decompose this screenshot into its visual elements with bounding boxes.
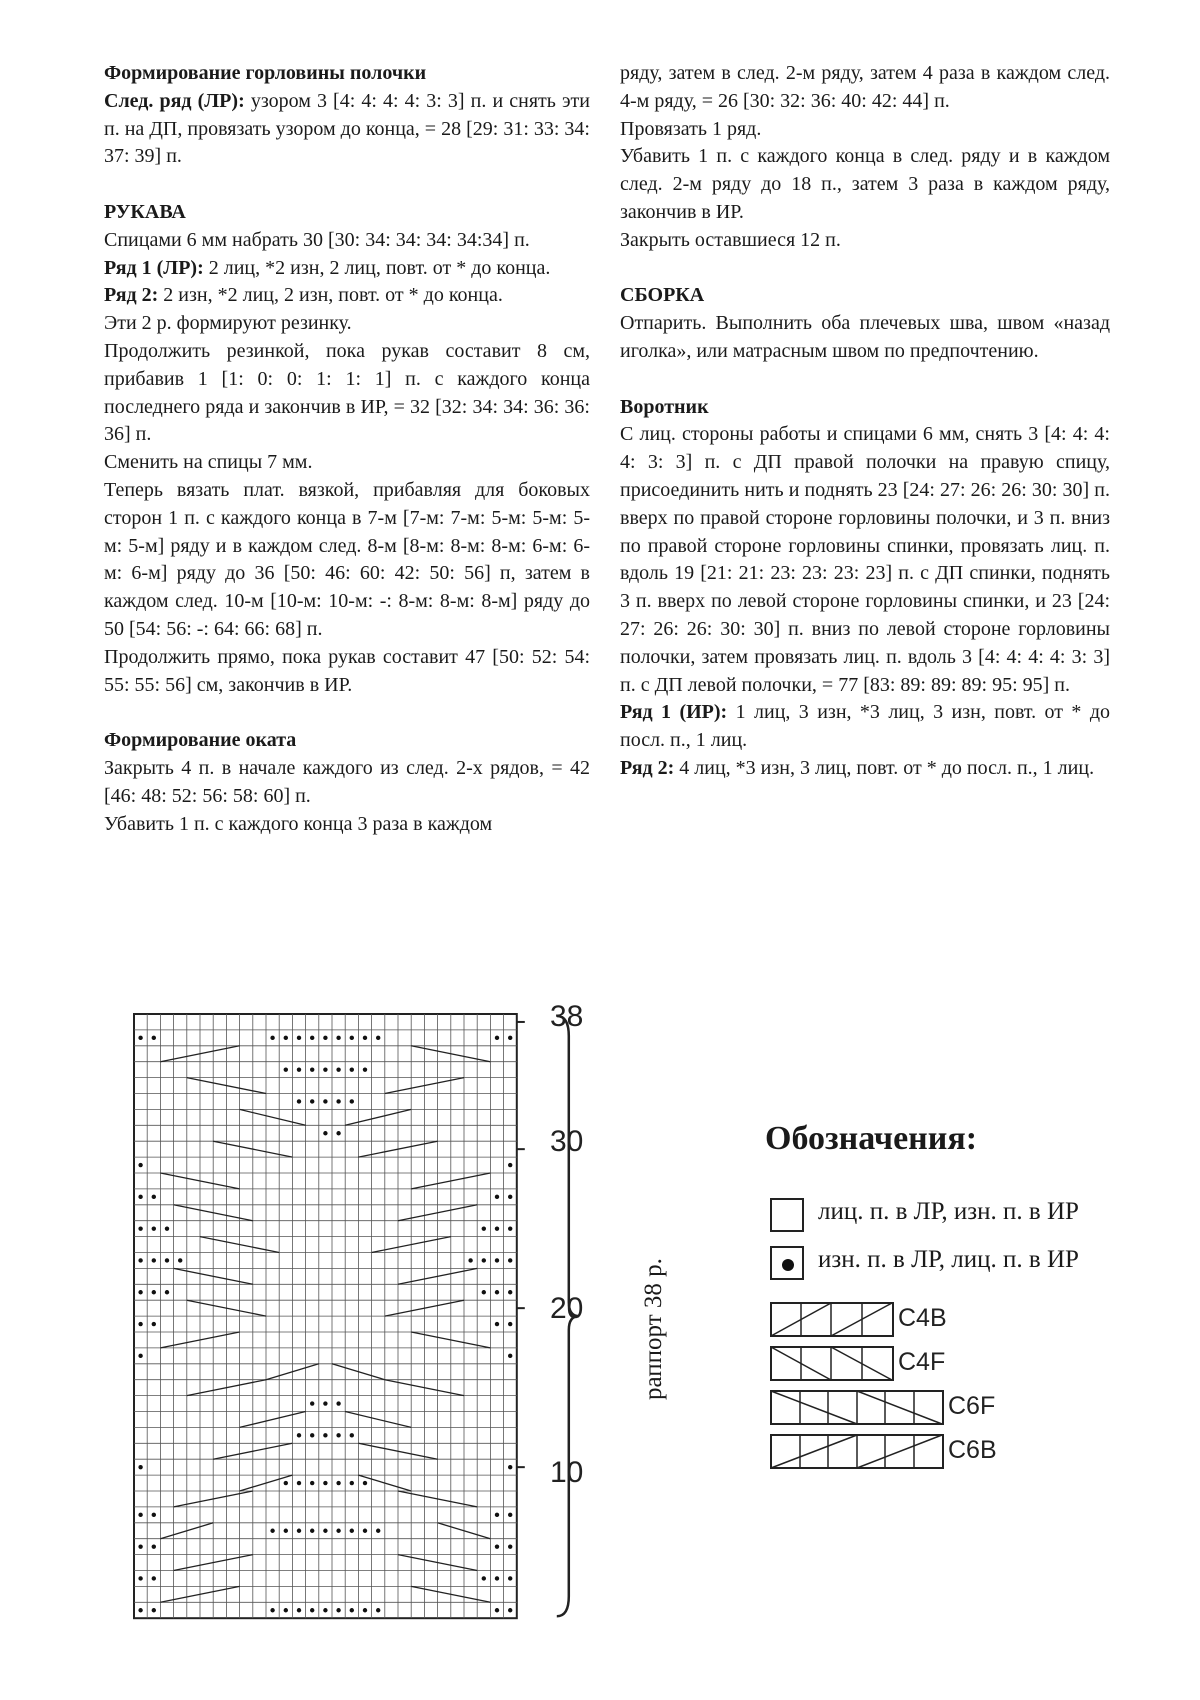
cap-continuation-paragraph: ряду, затем в след. 2-м ряду, затем 4 раза в каждом след. 4-м ряду, = 26 [30: 32: 36: 40: 42: 44] п. bbox=[620, 62, 1110, 112]
collar-heading: Воротник bbox=[620, 395, 709, 418]
row-label: Ряд 1 (ЛР): bbox=[104, 256, 204, 279]
row-number-38: 38 bbox=[550, 1000, 584, 1033]
purl-dot bbox=[482, 1226, 486, 1230]
purl-dot bbox=[336, 1608, 340, 1612]
row-number-10: 10 bbox=[550, 1456, 584, 1489]
purl-dot bbox=[138, 1544, 142, 1548]
purl-dot bbox=[165, 1290, 169, 1294]
cable-c6f-icon bbox=[770, 1390, 950, 1430]
assembly-heading: СБОРКА bbox=[620, 284, 705, 307]
purl-dot bbox=[323, 1433, 327, 1437]
purl-dot bbox=[284, 1608, 288, 1612]
purl-dot bbox=[495, 1576, 499, 1580]
purl-dot bbox=[482, 1258, 486, 1262]
purl-dot bbox=[336, 1481, 340, 1485]
purl-dot bbox=[138, 1226, 142, 1230]
purl-dot bbox=[363, 1529, 367, 1533]
purl-dot bbox=[152, 1513, 156, 1517]
sleeves-heading: РУКАВА bbox=[104, 200, 186, 223]
legend-item-text: лиц. п. в ЛР, изн. п. в ИР bbox=[818, 1198, 1079, 1225]
purl-dot bbox=[495, 1195, 499, 1199]
purl-dot bbox=[376, 1036, 380, 1040]
purl-dot bbox=[495, 1322, 499, 1326]
purl-dot bbox=[495, 1513, 499, 1517]
decrease-paragraph: Убавить 1 п. с каждого конца в след. ряду и в каждом след. 2-м ряду до 18 п., затем 3 раза в каждом ряду, закончив в ИР. bbox=[620, 145, 1110, 223]
purl-dot bbox=[508, 1290, 512, 1294]
purl-dot bbox=[323, 1529, 327, 1533]
purl-dot bbox=[350, 1067, 354, 1071]
purl-dot bbox=[270, 1529, 274, 1533]
cable-label: C4F bbox=[898, 1348, 946, 1376]
purl-dot bbox=[178, 1258, 182, 1262]
purl-dot bbox=[336, 1401, 340, 1405]
purl-dot bbox=[152, 1544, 156, 1548]
row-label: Ряд 2: bbox=[620, 756, 675, 779]
change-needles-paragraph: Сменить на спицы 7 мм. bbox=[104, 451, 313, 474]
purl-dot bbox=[138, 1322, 142, 1326]
purl-dot bbox=[310, 1067, 314, 1071]
work-row-paragraph: Провязать 1 ряд. bbox=[620, 117, 762, 140]
row1-paragraph bbox=[104, 255, 590, 283]
purl-dot bbox=[284, 1036, 288, 1040]
purl-dot bbox=[284, 1481, 288, 1485]
purl-dot bbox=[297, 1529, 301, 1533]
purl-dot bbox=[152, 1195, 156, 1199]
purl-dot bbox=[284, 1067, 288, 1071]
purl-dot bbox=[363, 1481, 367, 1485]
purl-dot bbox=[310, 1036, 314, 1040]
purl-dot bbox=[495, 1226, 499, 1230]
purl-dot bbox=[508, 1513, 512, 1517]
purl-dot bbox=[323, 1608, 327, 1612]
sleeve-cap-paragraph-2: Убавить 1 п. с каждого конца 3 раза в каждом bbox=[104, 812, 493, 835]
purl-dot bbox=[495, 1290, 499, 1294]
purl-dot bbox=[323, 1036, 327, 1040]
purl-dot bbox=[152, 1036, 156, 1040]
cast-on-paragraph: Спицами 6 мм набрать 30 [30: 34: 34: 34: 34:34] п. bbox=[104, 228, 530, 251]
purl-dot bbox=[495, 1544, 499, 1548]
purl-dot bbox=[152, 1322, 156, 1326]
right-text-column bbox=[620, 60, 1110, 783]
row-number-30: 30 bbox=[550, 1125, 584, 1158]
purl-dot bbox=[336, 1433, 340, 1437]
cable-c4f-icon bbox=[770, 1346, 900, 1386]
row-instruction: узором 3 [4: 4: 4: 4: 3: 3] п. и снять эти п. на ДП, провязать узором до конца, = 28 [29: 31: 33: 34: 37: 39] п. bbox=[104, 89, 590, 168]
row-number-20: 20 bbox=[550, 1292, 584, 1325]
knitting-chart bbox=[120, 1000, 680, 1660]
cable-c4b-icon bbox=[770, 1302, 900, 1342]
purl-dot bbox=[310, 1608, 314, 1612]
purl-dot bbox=[152, 1608, 156, 1612]
purl-dot bbox=[363, 1608, 367, 1612]
purl-dot bbox=[323, 1131, 327, 1135]
purl-dot bbox=[376, 1608, 380, 1612]
purl-dot bbox=[297, 1433, 301, 1437]
collar-paragraph: С лиц. стороны работы и спицами 6 мм, снять 3 [4: 4: 4: 4: 3: 3] п. с ДП правой полочки на правую спицу, присоединить нить и поднять 23 [24: 27: 26: 26: 30: 30] п. вверх по правой стороне горловины полочки, и 3 п. вниз по правой стороне горловины спинки, провязать лиц. п. вдоль 19 [21: 21: 23: 23: 23: 23] п. с ДП спинки, поднять 3 п. вверх по левой стороне горловины спинки, и 23 [24: 27: 26: 26: 30: 30] п. вниз по левой стороне горловины полочки, затем провязать лиц. п. вдоль 3 [4: 4: 4: 4: 3: 3] п. с ДП левой полочки, = 77 [83: 89: 89: 89: 95: 95] п. bbox=[620, 423, 1110, 696]
chart-legend bbox=[760, 1120, 1160, 1480]
purl-dot bbox=[323, 1401, 327, 1405]
collar-row2-paragraph bbox=[620, 755, 1110, 783]
purl-dot bbox=[508, 1322, 512, 1326]
rapport-label: раппорт 38 р. bbox=[640, 1258, 667, 1400]
purl-dot bbox=[152, 1226, 156, 1230]
purl-dot bbox=[310, 1529, 314, 1533]
purl-dot bbox=[297, 1099, 301, 1103]
purl-dot bbox=[297, 1481, 301, 1485]
cable-label: C4B bbox=[898, 1304, 947, 1332]
continue-rib-paragraph: Продолжить резинкой, пока рукав составит 8 см, прибавив 1 [1: 0: 0: 1: 1: 1] п. с каждого конца последнего ряда и закончив в ИР, = 32 [32: 34: 34: 36: 36: 36] п. bbox=[104, 339, 590, 446]
purl-dot bbox=[508, 1258, 512, 1262]
purl-dot bbox=[297, 1608, 301, 1612]
purl-dot bbox=[270, 1036, 274, 1040]
purl-dot bbox=[508, 1576, 512, 1580]
purl-dot bbox=[508, 1544, 512, 1548]
purl-dot bbox=[284, 1529, 288, 1533]
purl-dot bbox=[310, 1099, 314, 1103]
purl-dot bbox=[363, 1067, 367, 1071]
purl-dot bbox=[350, 1481, 354, 1485]
purl-dot bbox=[508, 1608, 512, 1612]
chart-grid bbox=[120, 1000, 680, 1660]
purl-dot bbox=[138, 1290, 142, 1294]
legend-item-text: изн. п. в ЛР, лиц. п. в ИР bbox=[818, 1246, 1079, 1273]
row-instruction: 2 лиц, *2 изн, 2 лиц, повт. от * до конца. bbox=[203, 256, 551, 279]
purl-dot bbox=[138, 1465, 142, 1469]
purl-dot bbox=[376, 1529, 380, 1533]
left-text-column bbox=[104, 60, 590, 838]
purl-dot bbox=[310, 1401, 314, 1405]
purl-dot bbox=[508, 1465, 512, 1469]
rib-note: Эти 2 р. формируют резинку. bbox=[104, 312, 352, 335]
neck-shaping-heading: Формирование горловины полочки bbox=[104, 62, 427, 84]
row-label: Ряд 2: bbox=[104, 284, 159, 307]
row2-paragraph bbox=[104, 282, 590, 310]
purl-dot bbox=[508, 1354, 512, 1358]
purl-dot bbox=[508, 1036, 512, 1040]
purl-dot bbox=[508, 1163, 512, 1167]
purl-dot bbox=[323, 1067, 327, 1071]
purl-dot bbox=[508, 1226, 512, 1230]
neck-shaping-paragraph bbox=[104, 88, 590, 171]
purl-dot bbox=[336, 1067, 340, 1071]
purl-dot bbox=[508, 1195, 512, 1199]
row-instruction: 1 лиц, 3 изн, *3 лиц, 3 изн, повт. от * до посл. п., 1 лиц. bbox=[620, 701, 1110, 752]
purl-dot bbox=[152, 1290, 156, 1294]
legend-title: Обозначения: bbox=[765, 1120, 978, 1157]
purl-dot bbox=[310, 1481, 314, 1485]
row-instruction: 4 лиц, *3 изн, 3 лиц, повт. от * до посл. п., 1 лиц. bbox=[674, 756, 1095, 779]
purl-dot bbox=[323, 1481, 327, 1485]
continue-straight-paragraph: Продолжить прямо, пока рукав составит 47 [50: 52: 54: 55: 55: 56] см, закончив в ИР. bbox=[104, 645, 590, 696]
purl-dot bbox=[138, 1608, 142, 1612]
purl-dot bbox=[138, 1513, 142, 1517]
purl-dot bbox=[336, 1529, 340, 1533]
purl-dot bbox=[310, 1433, 314, 1437]
purl-dot bbox=[297, 1036, 301, 1040]
purl-dot bbox=[336, 1099, 340, 1103]
purl-dot bbox=[482, 1290, 486, 1294]
purl-dot bbox=[350, 1099, 354, 1103]
cable-c6b-icon bbox=[770, 1434, 950, 1474]
purl-dot bbox=[165, 1226, 169, 1230]
purl-dot bbox=[323, 1099, 327, 1103]
purl-dot bbox=[138, 1163, 142, 1167]
purl-dot bbox=[363, 1036, 367, 1040]
dot-square-icon bbox=[770, 1246, 804, 1280]
purl-dot bbox=[350, 1433, 354, 1437]
sleeve-cap-heading: Формирование оката bbox=[104, 729, 297, 752]
purl-dot bbox=[138, 1576, 142, 1580]
purl-dot bbox=[152, 1576, 156, 1580]
purl-dot bbox=[468, 1258, 472, 1262]
purl-dot bbox=[270, 1608, 274, 1612]
row-label: След. ряд (ЛР): bbox=[104, 89, 245, 112]
purl-dot bbox=[138, 1195, 142, 1199]
purl-dot bbox=[138, 1036, 142, 1040]
purl-dot bbox=[297, 1067, 301, 1071]
purl-dot bbox=[138, 1258, 142, 1262]
purl-dot bbox=[495, 1608, 499, 1612]
purl-dot bbox=[350, 1036, 354, 1040]
purl-dot bbox=[138, 1354, 142, 1358]
purl-dot bbox=[495, 1036, 499, 1040]
purl-dot bbox=[482, 1576, 486, 1580]
purl-dot bbox=[336, 1036, 340, 1040]
assembly-paragraph: Отпарить. Выполнить оба плечевых шва, швом «назад иголка», или матрасным швом по предпочтению. bbox=[620, 312, 1110, 362]
row-instruction: 2 изн, *2 лиц, 2 изн, повт. от * до конца. bbox=[158, 284, 503, 307]
purl-dot bbox=[495, 1258, 499, 1262]
cable-label: C6F bbox=[948, 1392, 996, 1420]
collar-row1-paragraph bbox=[620, 699, 1110, 755]
purl-dot bbox=[350, 1608, 354, 1612]
purl-dot bbox=[336, 1131, 340, 1135]
increase-paragraph: Теперь вязать плат. вязкой, прибавляя для боковых сторон 1 п. с каждого конца в 7-м [7-м: 7-м: 5-м: 5-м: 5-м: 5-м] ряду и в каждом след. 8-м [8-м: 8-м: 8-м: 6-м: 6-м: 6-м] ряду до 36 [50: 46: 60: 42: 50: 56] п, затем в каждом след. 10-м [10-м: 10-м: -: 8-м: 8-м: 8-м] ряду до 50 [54: 56: -: 64: 66: 68] п. bbox=[104, 478, 590, 640]
bind-off-paragraph: Закрыть оставшиеся 12 п. bbox=[620, 228, 841, 251]
cable-label: C6B bbox=[948, 1436, 997, 1464]
purl-dot bbox=[165, 1258, 169, 1262]
purl-dot bbox=[350, 1529, 354, 1533]
row-label: Ряд 1 (ИР): bbox=[620, 701, 728, 724]
purl-dot bbox=[152, 1258, 156, 1262]
sleeve-cap-paragraph-1: Закрыть 4 п. в начале каждого из след. 2-х рядов, = 42 [46: 48: 52: 56: 58: 60] п. bbox=[104, 756, 590, 807]
empty-square-icon bbox=[770, 1198, 804, 1232]
